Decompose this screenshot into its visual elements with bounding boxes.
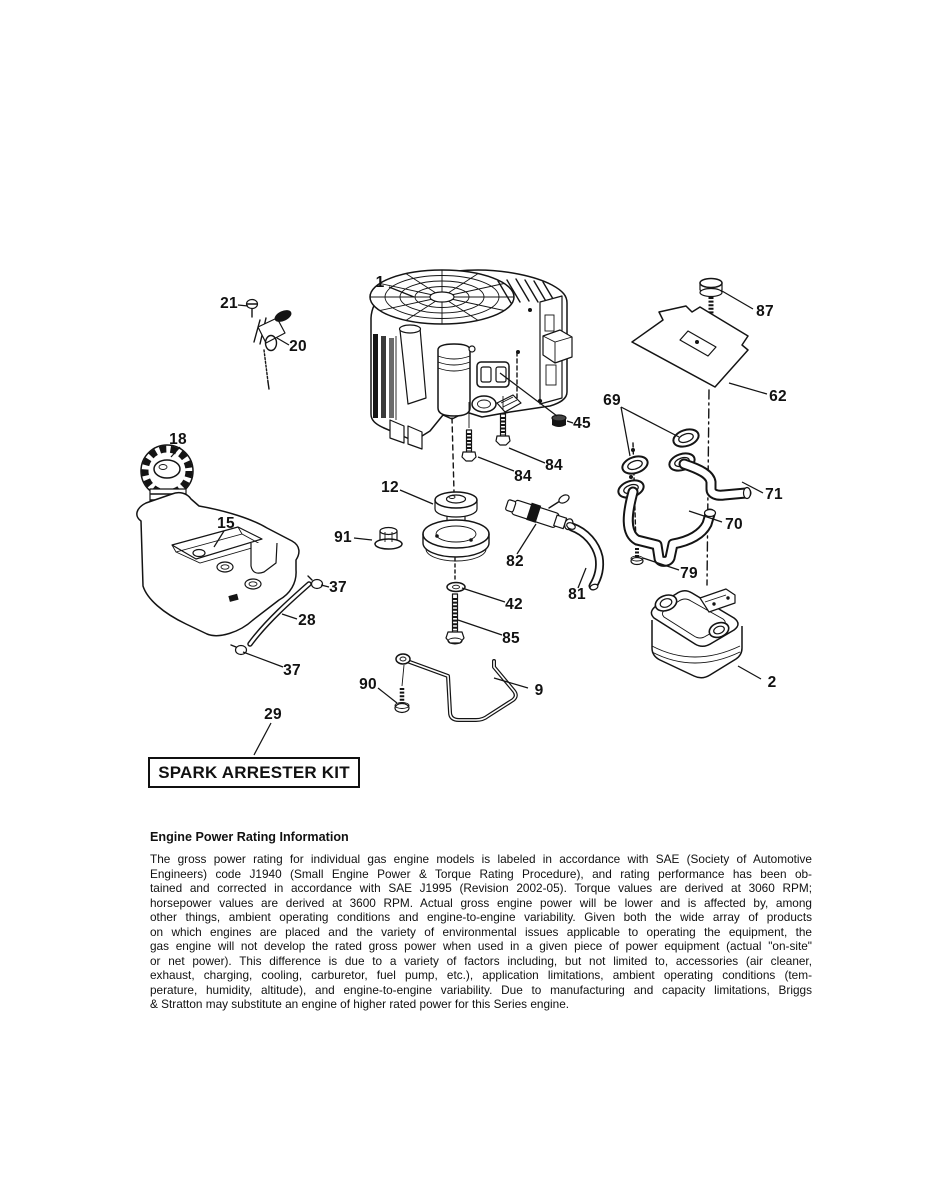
pulley-illustration — [423, 492, 489, 561]
fuel-valve-lever — [549, 493, 571, 508]
callout-nut-91: 91 — [334, 529, 352, 546]
callout-engine: 1 — [375, 274, 385, 291]
info-heading: Engine Power Rating Information — [150, 830, 349, 844]
info-line: horsepower values are derived at 3600 RPM. Actual gross engine power will be lower and is affected by, among — [150, 895, 812, 910]
info-line: The gross power rating for individual gas engine models is labeled in accordance with SAE (Society of Automotive — [150, 852, 812, 866]
hose-illustration — [566, 521, 600, 590]
callout-pipe-70: 70 — [725, 516, 743, 533]
callout-washer-42: 42 — [505, 596, 523, 613]
exhaust-pipe-lower-illustration — [628, 492, 715, 561]
info-paragraph — [150, 852, 812, 1012]
callout-clamp-37-lower: 37 — [283, 662, 301, 679]
callout-fuel-tank-15: 15 — [217, 515, 235, 532]
bolt-79-illustration — [631, 548, 643, 565]
info-line: tained and corrected in accordance with SAE J1995 (Revision 2002-05). Torque values are derived at 3060 RPM; — [150, 881, 812, 896]
plug-45-illustration — [552, 415, 566, 427]
spark-arrester-kit-label: SPARK ARRESTER KIT — [158, 762, 350, 782]
callout-pipe-71: 71 — [765, 486, 783, 503]
callout-pulley-12: 12 — [381, 479, 399, 496]
spark-arrester-kit-box — [148, 757, 360, 788]
info-line: Engineers) code J1940 (Small Engine Power & Torque Rating Procedure), and rating performance has been ob- — [150, 866, 812, 881]
info-line: perature, humidity, altitude), and engine-to-engine variability. Due to manufacturing and capacity limitations, Briggs — [150, 982, 812, 997]
callout-clamp-37-upper: 37 — [329, 579, 347, 596]
callout-fuel-valve-82: 82 — [506, 553, 524, 570]
callout-bolt-84-left: 84 — [514, 468, 532, 485]
callout-fuel-cap-18: 18 — [169, 431, 187, 448]
washer-bolt-illustration — [446, 558, 465, 644]
callout-screw-21: 21 — [220, 295, 238, 312]
exhaust-pipe-upper-illustration — [684, 464, 751, 499]
callout-gaskets-69: 69 — [603, 392, 621, 409]
dipstick-bracket-illustration — [247, 300, 294, 390]
nut-illustration — [375, 528, 402, 550]
info-line: or net power). This difference is due to a variety of factors including, but not limited to, accessories (air cleaner, — [150, 953, 812, 968]
callout-wire-bracket-9: 9 — [534, 682, 544, 699]
callout-dipstick-20: 20 — [289, 338, 307, 355]
callout-screw-90: 90 — [359, 676, 377, 693]
callout-hose-81: 81 — [568, 586, 586, 603]
callout-heat-shield-62: 62 — [769, 388, 787, 405]
callout-bolt-79: 79 — [680, 565, 698, 582]
info-line: other things, ambient operating conditions and engine-to-engine variability. Given both the wide array of products — [150, 910, 812, 925]
callout-muffler-2: 2 — [767, 674, 777, 691]
callout-bolt-84-right: 84 — [545, 457, 563, 474]
callout-spark-arrester-29: 29 — [264, 706, 282, 723]
callout-plug-45: 45 — [573, 415, 591, 432]
info-line: gas engine will not develop the rated gross power when used in a given piece of power equipment (actual "on-site" — [150, 939, 812, 954]
callout-bolt-85: 85 — [502, 630, 520, 647]
muffler-illustration — [651, 589, 742, 678]
callout-fuel-line-28: 28 — [298, 612, 316, 629]
info-line: exhaust, charging, cooling, carburetor, fuel pump, etc.), application limitations, ambient operating conditions (tem- — [150, 968, 812, 983]
info-line: on which engines are placed and the variety of environmental issues applicable to operating the equipment, the — [150, 924, 812, 939]
callout-bolt-87: 87 — [756, 303, 774, 320]
wire-bracket-illustration — [395, 654, 516, 720]
engine-fins — [373, 334, 396, 420]
info-line: & Stratton may substitute an engine of higher rated power for this Series engine. — [150, 997, 570, 1012]
